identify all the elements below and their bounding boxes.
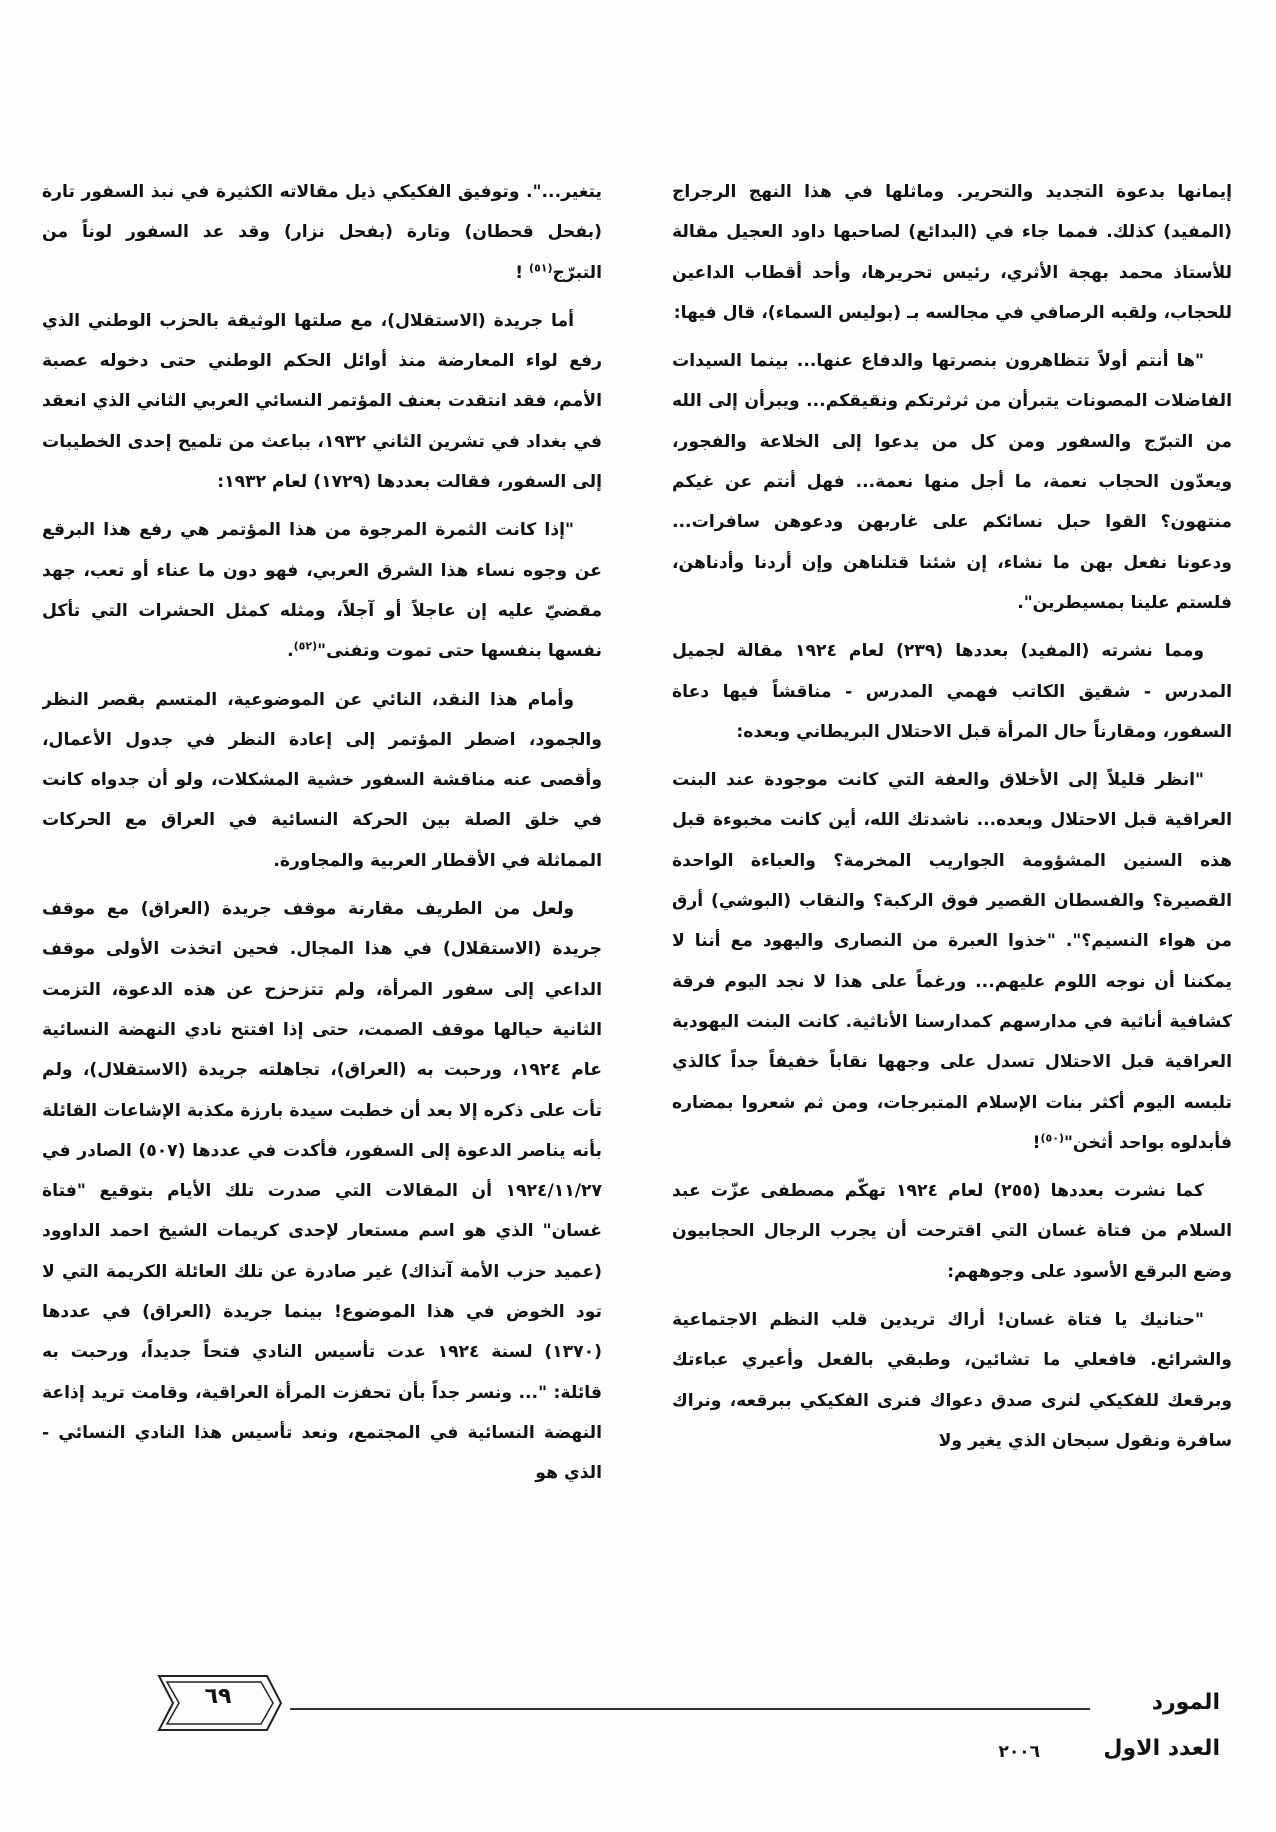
quotation xyxy=(672,760,1232,1163)
footnote-marker: (٥٢) xyxy=(293,639,318,653)
quotation-end: . xyxy=(287,641,294,662)
paragraph: ولعل من الطريف مقارنة موقف جريدة (العراق) مع موقف جريدة (الاستقلال) في هذا المجال. فحين اتخذت الأولى موقف الداعي إلى سفور المرأة، ولم تتزحزح عن هذه الدعوة، التزمت الثانية حيالها موقف الصمت، حتى إذا افتتح نادي النهضة النسائية عام ١٩٢٤، ورحبت به (العراق)، تجاهلته جريدة (الاستقلال)، ولم تأت على ذكره إلا بعد أن خطبت سيدة بارزة مكذبة الإشاعات القائلة بأنه يناصر الدعوة إلى السفور، فأكدت في عددها (٥٠٧) الصادر في ١٩٢٤/١١/٢٧ أن المقالات التي صدرت تلك الأيام بتوقيع "فتاة غسان" الذي هو اسم مستعار لإحدى كريمات الشيخ احمد الداوود (عميد حزب الأمة آنذاك) غير صادرة عن تلك العائلة الكريمة التي لا تود الخوض في هذا الموضوع! بينما جريدة (العراق) في عددها (١٣٧٠) لسنة ١٩٢٤ عدت تأسيس النادي فتحاً جديداً، ورحبت به قائلة: "... ونسر جداً بأن تحفزت المرأة العراقية، وقامت تريد إذاعة النهضة النسائية في المجتمع، ونعد تأسيس هذا النادي النسائي - الذي هو xyxy=(42,899,602,1484)
left-column xyxy=(42,172,602,1632)
paragraph: إيمانها بدعوة التجديد والتحرير. وماثلها في هذا النهج الرجراج (المفيد) كذلك. فمما جاء في (البدائع) لصاحبها داود العجيل مقالة للأستاذ محمد بهجة الأثري، رئيس تحريرها، وأحد أقطاب الداعين للحجاب، ولقبه الرصافي في مجالسه بـ (بوليس السماء)، قال فيها: xyxy=(672,182,1232,323)
paragraph: ومما نشرته (المفيد) بعددها (٢٣٩) لعام ١٩٢٤ مقالة لجميل المدرس - شقيق الكاتب فهمي المدرس - مناقشاً فيها دعاة السفور، ومقارناً حال المرأة قبل الاحتلال البريطاني وبعده: xyxy=(672,641,1232,742)
paragraph: أما جريدة (الاستقلال)، مع صلتها الوثيقة بالحزب الوطني الذي رفع لواء المعارضة منذ أوائل الحكم الوطني حتى دخوله عصبة الأمم، فقد انتقدت بعنف المؤتمر النسائي العربي الثاني الذي انعقد في بغداد في تشرين الثاني ١٩٣٢، بباعث من تلميح إحدى الخطيبات إلى السفور، فقالت بعددها (١٧٢٩) لعام ١٩٣٢: xyxy=(42,310,602,493)
quotation: "ها أنتم أولاً تتظاهرون بنصرتها والدفاع عنها... بينما السيدات الفاضلات المصونات يتبرأن من ثرثرتكم ونقيقكم... ويبرأن إلى الله من التبرّج والسفور ومن كل من يدعوا إلى الخلاعة والفجور، ويعدّون الحجاب نعمة، ما أجل منها نعمة... فهل أنتم عن غيكم منتهون؟ القوا حبل نسائكم على غاربهن ودعوهن سافرات... ودعونا نفعل بهن ما نشاء، إن شئنا قتلناهن وإن أردنا وأدناهن، فلستم علينا بمسيطرين". xyxy=(672,351,1232,613)
journal-year: ٢٠٠٦ xyxy=(998,1742,1040,1762)
paragraph xyxy=(42,172,602,293)
footer-rule xyxy=(290,1708,1090,1710)
journal-issue: العدد الاول xyxy=(1103,1736,1220,1761)
quotation-text: "إذا كانت الثمرة المرجوة من هذا المؤتمر هي رفع هذا البرقع عن وجوه نساء هذا الشرق العربي، فهو دون ما عناء أو تعب، جهد مقضيّ عليه إن عاجلاً أو آجلاً، ومثله كمثل الحشرات التي تأكل نفسها بنفسها حتى تموت وتفنى" xyxy=(42,520,602,662)
footnote-marker: (٥١) xyxy=(529,260,553,274)
paragraph-text: يتغير...". وتوفيق الفكيكي ذيل مقالاته الكثيرة في نبذ السفور تارة (بفحل قحطان) وتارة (بفحل نزار) وقد عد السفور لوناً من التبرّج xyxy=(42,182,602,283)
paragraph-end: ! xyxy=(515,262,524,283)
page-number: ٦٩ xyxy=(204,1684,232,1709)
journal-name: المورد xyxy=(1151,1690,1220,1715)
paragraph: كما نشرت بعددها (٢٥٥) لعام ١٩٢٤ تهكّم مصطفى عزّت عبد السلام من فتاة غسان التي اقترحت أن يجرب الرجال الحجابيون وضع البرقع الأسود على وجوههم: xyxy=(672,1181,1232,1282)
paragraph: وأمام هذا النقد، النائي عن الموضوعية، المتسم بقصر النظر والجمود، اضطر المؤتمر إلى إعادة النظر في جدول الأعمال، وأقصى عنه مناقشة السفور خشية المشكلات، ولو أن جدواه كانت في خلق الصلة بين الحركة النسائية في العراق مع الحركات المماثلة في الأقطار العربية والمجاورة. xyxy=(42,689,602,871)
quotation-end: ! xyxy=(1032,1132,1041,1153)
quotation: "حنانيك يا فتاة غسان! أراك تريدين قلب النظم الاجتماعية والشرائع. فافعلي ما تشائين، وطبقي بالفعل وأعيري عباءتك وبرقعك للفكيكي لنرى صدق دعواك فنرى الفكيكي ببرقعه، ونراك سافرة ونقول سبحان الذي يغير ولا xyxy=(672,1310,1232,1451)
right-column xyxy=(672,172,1232,1632)
footnote-marker: (٥٠) xyxy=(1040,1131,1064,1145)
quotation xyxy=(42,510,602,671)
quotation-text: "انظر قليلاً إلى الأخلاق والعفة التي كانت موجودة عند البنت العراقية قبل الاحتلال وبعده... ناشدتك الله، أين كانت مخبوءة قبل هذه السنين المشؤومة الجواريب المخرمة؟ والعباءة الواحدة القصيرة؟ والفسطان القصير فوق الركبة؟ والنقاب (البوشي) أرق من هواء النسيم؟". "خذوا العبرة من النصارى واليهود مع أننا لا يمكننا أن نوجه اللوم عليهم... ورغماً على هذا لا نجد اليوم فرقة كشافية أناثية في مدارسهم كمدارسنا الأناثية. كانت البنت اليهودية العراقية قبل الاحتلال تسدل على وجهها نقاباً خفيفاً جداً كالذي تلبسه اليوم أكثر بنات الإسلام المتبرجات، ومن ثم شعروا بمضاره فأبدلوه بواحد أثخن" xyxy=(672,770,1232,1153)
